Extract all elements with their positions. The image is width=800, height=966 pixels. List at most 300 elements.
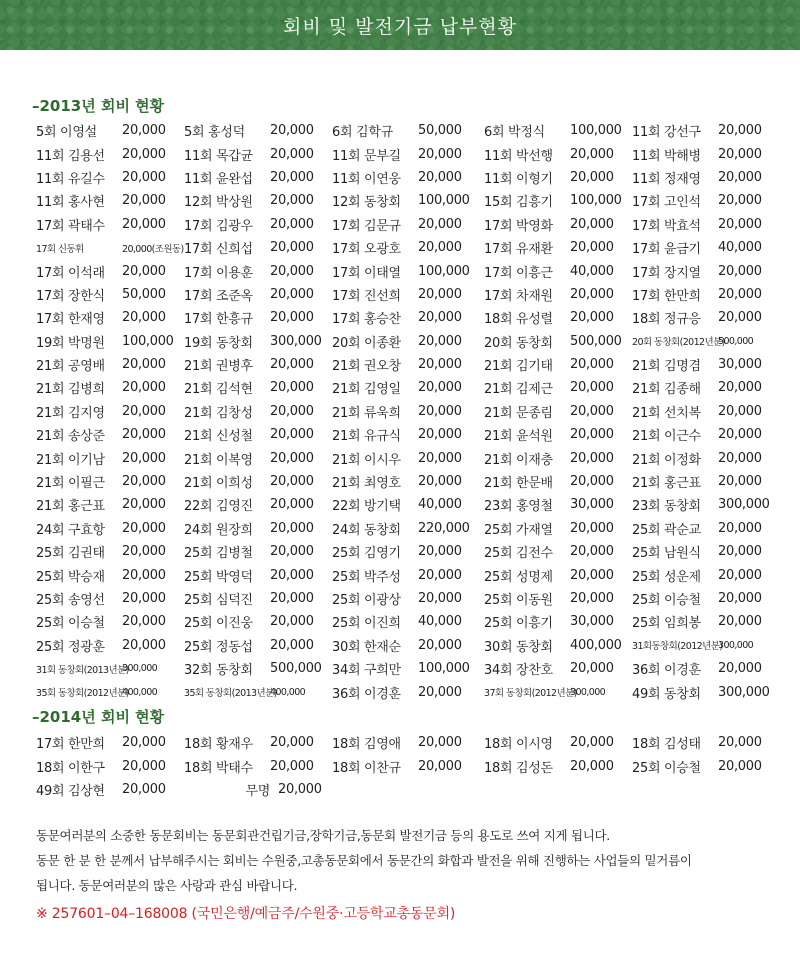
member-name: 18회 김성돈 [484, 760, 553, 776]
member-name: 11회 문부길 [332, 148, 401, 164]
dues-amount: 220,000 [418, 520, 470, 536]
member-name: 21회 공영배 [36, 359, 105, 375]
dues-amount: 20,000 [570, 380, 614, 396]
header-banner [0, 0, 800, 50]
dues-amount: 20,000 [270, 169, 314, 185]
member-name: 23회 동창회 [632, 499, 701, 515]
dues-amount: 20,000 [718, 614, 762, 630]
dues-entry [632, 236, 776, 259]
member-name: 25회 정동섭 [184, 639, 253, 655]
member-name: 21회 김종해 [632, 382, 701, 398]
dues-amount: 20,000 [122, 758, 166, 774]
dues-amount: 20,000 [122, 781, 166, 797]
member-name: 25회 박영덕 [184, 569, 253, 585]
member-name: 17회 김문규 [332, 218, 401, 234]
dues-entry [632, 610, 776, 633]
dues-amount: 100,000 [418, 263, 470, 279]
dues-amount: 20,000 [270, 286, 314, 302]
dues-entry [184, 189, 332, 212]
dues-entry [36, 540, 184, 563]
dues-amount: 300,000 [718, 497, 770, 513]
dues-entry [632, 470, 776, 493]
member-name: 21회 권오창 [332, 359, 401, 375]
member-name: 21회 김병희 [36, 382, 105, 398]
dues-amount: 40,000 [570, 263, 614, 279]
dues-entry [484, 493, 632, 516]
member-name: 11회 이연웅 [332, 171, 401, 187]
member-name: 17회 이용훈 [184, 265, 253, 281]
dues-entry [632, 142, 776, 165]
member-name: 20회 동창회(2012년분) [632, 337, 725, 349]
member-name: 21회 이희성 [184, 476, 253, 492]
dues-entry [36, 493, 184, 516]
dues-amount: 20,000 [418, 544, 462, 560]
dues-amount: 500,000 [270, 661, 322, 677]
dues-amount: 300,000 [718, 684, 770, 700]
dues-amount: 20,000 [270, 474, 314, 490]
dues-amount: 20,000 [418, 286, 462, 302]
member-name: 25회 박승재 [36, 569, 105, 585]
dues-entry [36, 306, 184, 329]
dues-entry [632, 446, 776, 469]
member-name: 36회 이경훈 [332, 686, 401, 702]
member-name: 25회 김영기 [332, 546, 401, 562]
member-name: 11회 유길수 [36, 171, 105, 187]
dues-amount: 30,000 [718, 357, 762, 373]
dues-entry [36, 400, 184, 423]
dues-amount: 20,000 [122, 193, 166, 209]
dues-entry [36, 657, 184, 680]
member-name: 17회 오광호 [332, 242, 401, 258]
notice-line-2: 동문 한 분 한 분께서 납부해주시는 회비는 수원중,고총동문회에서 동문간의 화합과 발전을 위해 진행하는 사업들의 밑거름이 [36, 853, 692, 868]
dues-amount: 20,000 [570, 169, 614, 185]
dues-amount: 20,000 [122, 591, 166, 606]
dues-amount: 40,000 [418, 497, 462, 513]
dues-amount: 20,000 [122, 216, 166, 232]
dues-entry [36, 680, 184, 703]
dues-amount: 20,000 [718, 169, 762, 185]
member-name: 17회 한흥규 [184, 312, 253, 328]
dues-entry [484, 587, 632, 610]
dues-amount: 20,000 [570, 310, 614, 326]
member-name: 21회 한문배 [484, 476, 553, 492]
dues-amount: 20,000 [418, 357, 462, 373]
member-name: 21회 홍근표 [632, 476, 701, 492]
member-name: 21회 김기태 [484, 359, 553, 375]
dues-amount: 20,000 [718, 310, 762, 326]
dues-amount: 20,000 [418, 567, 462, 583]
dues-entry [184, 446, 332, 469]
dues-amount: 20,000 [718, 520, 762, 536]
dues-entry [184, 400, 332, 423]
dues-entry [632, 306, 776, 329]
dues-entry [184, 657, 332, 680]
dues-entry [184, 166, 332, 189]
dues-amount: 20,000 [718, 263, 762, 279]
dues-entry [36, 236, 184, 259]
member-name: 21회 최영호 [332, 476, 401, 492]
dues-amount: 20,000 [270, 544, 314, 560]
page-title: 회비 및 발전기금 납부현황 [282, 15, 517, 38]
dues-entry [36, 330, 184, 353]
member-name: 21회 이근수 [632, 429, 701, 445]
section-title-2014: –2014년 회비 현황 [32, 708, 165, 726]
dues-amount: 20,000 [270, 216, 314, 232]
dues-entry [484, 470, 632, 493]
dues-amount: 20,000 [270, 427, 314, 443]
dues-amount: 20,000 [418, 758, 462, 774]
dues-entry [332, 731, 484, 754]
dues-amount: 300,000 [570, 686, 606, 698]
dues-entry [632, 517, 776, 540]
member-name: 22회 방기택 [332, 499, 401, 515]
dues-entry [632, 400, 776, 423]
dues-amount: 20,000 [418, 474, 462, 490]
dues-entry [36, 423, 184, 446]
dues-amount: 20,000 [270, 310, 314, 326]
dues-entry [484, 330, 632, 353]
member-name: 12회 동창회 [332, 195, 401, 211]
dues-amount: 20,000 [122, 474, 166, 490]
member-name: 21회 김석현 [184, 382, 253, 398]
member-name: 15회 김흥기 [484, 195, 553, 211]
member-name: 5회 이영설 [36, 125, 97, 141]
dues-entry [184, 330, 332, 353]
dues-amount: 20,000 [122, 637, 166, 653]
member-name: 17회 유재환 [484, 242, 553, 258]
dues-entry [36, 283, 184, 306]
member-name: 25회 가재열 [484, 522, 553, 538]
dues-entry [184, 680, 332, 703]
dues-amount: 20,000 [718, 450, 762, 466]
dues-amount: 20,000 [718, 403, 762, 419]
member-name: 18회 이찬규 [332, 760, 401, 776]
member-name: 24회 원장희 [184, 522, 253, 538]
dues-amount: 30,000 [570, 614, 614, 630]
member-name: 25회 정광훈 [36, 639, 105, 655]
member-name: 21회 김영일 [332, 382, 401, 398]
dues-entry [36, 470, 184, 493]
dues-entry [332, 634, 484, 657]
member-name: 17회 신희섭 [184, 242, 253, 258]
dues-amount: 20,000 [270, 380, 314, 396]
dues-entry [332, 610, 484, 633]
dues-amount: 20,000 [270, 146, 314, 162]
member-name: 25회 이진희 [332, 616, 401, 632]
dues-entry [332, 283, 484, 306]
member-name: 20회 이종환 [332, 335, 401, 351]
member-name: 12회 박상원 [184, 195, 253, 211]
member-name: 무명 [245, 783, 270, 799]
dues-amount: 20,000 [122, 357, 166, 373]
member-name: 21회 김지영 [36, 405, 105, 421]
dues-amount: 20,000 [418, 450, 462, 466]
member-name: 11회 박해병 [632, 148, 701, 164]
dues-entry [36, 142, 184, 165]
dues-amount: 20,000 [418, 333, 462, 349]
dues-entry [184, 119, 332, 142]
dues-entry [332, 142, 484, 165]
dues-entry [484, 540, 632, 563]
dues-entry [484, 119, 632, 142]
dues-amount: 20,000 [122, 614, 166, 630]
member-name: 17회 박효석 [632, 218, 701, 234]
dues-amount: 20,000 [278, 781, 322, 797]
dues-amount: 20,000 [418, 427, 462, 443]
dues-amount: 20,000 [718, 286, 762, 302]
dues-amount: 20,000 [122, 735, 166, 751]
dues-entry [632, 353, 776, 376]
dues-entry [36, 634, 184, 657]
dues-entry [184, 213, 332, 236]
member-name: 21회 김명겸 [632, 359, 701, 375]
dues-amount: 500,000 [718, 335, 754, 347]
dues-entry [484, 213, 632, 236]
dues-entry [36, 563, 184, 586]
dues-amount: 20,000 [122, 544, 166, 560]
dues-entry [184, 517, 332, 540]
dues-entry [332, 423, 484, 446]
dues-entry [184, 142, 332, 165]
section-title-2013: –2013년 회비 현황 [32, 97, 165, 115]
dues-entry [332, 470, 484, 493]
dues-amount: 20,000 [570, 735, 614, 751]
dues-entry [332, 119, 484, 142]
dues-amount: 20,000 [122, 380, 166, 396]
member-name: 17회 홍승찬 [332, 312, 401, 328]
dues-amount: 300,000 [270, 333, 322, 349]
member-name: 17회 차재원 [484, 288, 553, 304]
member-name: 17회 신동휘 [36, 243, 84, 255]
member-name: 17회 한만희 [36, 737, 105, 753]
dues-amount: 20,000 [718, 758, 762, 774]
dues-entry [632, 634, 776, 657]
dues-amount: 300,000 [122, 663, 158, 675]
member-name: 17회 고인석 [632, 195, 701, 211]
member-name: 17회 한만희 [632, 288, 701, 304]
dues-entry [184, 563, 332, 586]
dues-amount: 20,000 [270, 591, 314, 606]
member-name: 25회 박주성 [332, 569, 401, 585]
member-name: 18회 박태수 [184, 760, 253, 776]
dues-entry [36, 610, 184, 633]
dues-entry [632, 259, 776, 282]
bank-account-info: ※ 257601–04–168008 (국민은행/예금주/수원중·고등학교총동문회) [36, 906, 456, 922]
dues-entry [484, 634, 632, 657]
dues-entry [332, 259, 484, 282]
member-name: 25회 김전수 [484, 546, 553, 562]
member-name: 17회 윤금기 [632, 242, 701, 258]
dues-amount: 20,000 [270, 403, 314, 419]
member-name: 21회 권병후 [184, 359, 253, 375]
dues-table-2013 [36, 119, 776, 704]
dues-entry [332, 754, 484, 777]
member-name: 19회 박명원 [36, 335, 105, 351]
dues-entry [36, 259, 184, 282]
member-name: 17회 이태열 [332, 265, 401, 281]
member-name: 34회 장찬호 [484, 663, 553, 679]
dues-entry [332, 330, 484, 353]
dues-amount: 20,000 [122, 520, 166, 536]
dues-amount: 100,000 [418, 661, 470, 677]
dues-entry [632, 493, 776, 516]
dues-entry [332, 657, 484, 680]
dues-amount: 20,000 [418, 591, 462, 606]
dues-entry [332, 563, 484, 586]
dues-amount: 20,000 [418, 310, 462, 326]
member-name: 25회 송영선 [36, 593, 105, 608]
dues-amount: 20,000 [122, 146, 166, 162]
member-name: 11회 정재영 [632, 171, 701, 187]
member-name: 22회 김영진 [184, 499, 253, 515]
dues-amount: 100,000 [418, 193, 470, 209]
dues-amount: 20,000 [270, 614, 314, 630]
dues-amount: 20,000 [270, 735, 314, 751]
member-name: 35회 동창회(2012년분) [36, 688, 129, 700]
dues-amount: 20,000 [570, 403, 614, 419]
dues-amount: 20,000 [718, 427, 762, 443]
dues-amount: 500,000 [570, 333, 622, 349]
dues-entry [184, 353, 332, 376]
dues-amount: 20,000 [718, 123, 762, 139]
dues-entry [484, 306, 632, 329]
member-name: 11회 김용선 [36, 148, 105, 164]
dues-entry [332, 493, 484, 516]
dues-entry [332, 540, 484, 563]
dues-entry [484, 376, 632, 399]
member-name: 25회 이진웅 [184, 616, 253, 632]
member-name: 25회 김병철 [184, 546, 253, 562]
dues-amount: 20,000 [570, 591, 614, 606]
dues-amount: 300,000 [718, 639, 754, 651]
dues-amount: 20,000 [570, 357, 614, 373]
dues-amount: 100,000 [570, 123, 622, 139]
dues-amount: 20,000 [718, 661, 762, 677]
member-name: 18회 유성렬 [484, 312, 553, 328]
dues-entry [484, 353, 632, 376]
dues-amount: 20,000 [570, 661, 614, 677]
dues-amount: 20,000 [270, 123, 314, 139]
dues-entry [332, 680, 484, 703]
member-name: 49회 동창회 [632, 686, 701, 702]
dues-amount: 20,000 [122, 310, 166, 326]
member-name: 6회 김학규 [332, 125, 393, 141]
member-name: 36회 이경훈 [632, 663, 701, 679]
member-name: 25회 이승철 [632, 593, 701, 608]
dues-entry [332, 353, 484, 376]
member-name: 17회 김광우 [184, 218, 253, 234]
dues-entry [484, 423, 632, 446]
dues-amount: 20,000 [570, 450, 614, 466]
dues-entry [332, 587, 484, 610]
dues-entry [632, 376, 776, 399]
member-name: 32회 동창회 [184, 663, 253, 679]
member-name: 17회 곽태수 [36, 218, 105, 234]
dues-entry [484, 657, 632, 680]
dues-entry [484, 754, 632, 777]
dues-entry [632, 731, 776, 754]
member-name: 11회 홍사현 [36, 195, 105, 211]
dues-amount: 20,000 [418, 380, 462, 396]
dues-entry [484, 142, 632, 165]
dues-amount: 20,000 [570, 216, 614, 232]
dues-amount: 20,000 [418, 216, 462, 232]
dues-entry [632, 166, 776, 189]
member-name: 21회 이복영 [184, 452, 253, 468]
dues-amount: 100,000 [122, 333, 174, 349]
dues-amount: 20,000 [270, 758, 314, 774]
member-name: 21회 이필근 [36, 476, 105, 492]
dues-amount: 20,000 [570, 240, 614, 256]
member-name: 31회동창회(2012년분) [632, 641, 723, 653]
dues-entry [184, 540, 332, 563]
member-name: 17회 박영화 [484, 218, 553, 234]
member-name: 35회 동창회(2013년분) [184, 688, 277, 700]
dues-entry [632, 189, 776, 212]
dues-amount: 400,000 [570, 637, 622, 653]
dues-entry [184, 634, 332, 657]
dues-entry [36, 778, 184, 801]
dues-amount: 20,000 [570, 758, 614, 774]
dues-amount: 20,000 [570, 520, 614, 536]
member-name: 11회 목갑균 [184, 148, 253, 164]
member-name: 24회 구효항 [36, 522, 105, 538]
dues-entry [184, 236, 332, 259]
dues-entry [484, 236, 632, 259]
dues-entry [332, 446, 484, 469]
member-name: 25회 남원식 [632, 546, 701, 562]
dues-entry [36, 446, 184, 469]
member-name: 25회 이흥기 [484, 616, 553, 632]
member-name: 20회 동창회 [484, 335, 553, 351]
member-name: 25회 이승철 [36, 616, 105, 632]
dues-entry [36, 119, 184, 142]
dues-entry [484, 189, 632, 212]
dues-entry [184, 493, 332, 516]
member-name: 31회 동창회(2013년분) [36, 664, 129, 676]
dues-entry [184, 778, 332, 801]
dues-amount: 20,000 [718, 735, 762, 751]
member-name: 17회 장지열 [632, 265, 701, 281]
member-name: 21회 문종림 [484, 405, 553, 421]
dues-amount: 20,000 [122, 567, 166, 583]
dues-entry [184, 754, 332, 777]
dues-amount: 20,000 [270, 497, 314, 513]
dues-amount: 20,000 [270, 193, 314, 209]
dues-entry [36, 587, 184, 610]
member-name: 18회 이한구 [36, 760, 105, 776]
dues-entry [36, 731, 184, 754]
dues-entry [484, 517, 632, 540]
member-name: 25회 이승철 [632, 760, 701, 776]
dues-amount: 20,000 [122, 169, 166, 185]
member-name: 25회 이광상 [332, 593, 401, 608]
dues-entry [332, 213, 484, 236]
dues-entry [484, 610, 632, 633]
dues-entry [36, 517, 184, 540]
dues-entry [632, 680, 776, 703]
member-name: 11회 이형기 [484, 171, 553, 187]
dues-amount: 20,000(조원동) [122, 243, 184, 255]
member-name: 18회 김영애 [332, 737, 401, 753]
dues-amount: 20,000 [570, 146, 614, 162]
dues-amount: 20,000 [718, 544, 762, 560]
member-name: 30회 한재순 [332, 639, 401, 655]
member-name: 49회 김상현 [36, 783, 105, 799]
dues-entry [332, 517, 484, 540]
dues-entry [632, 119, 776, 142]
dues-amount: 40,000 [418, 614, 462, 630]
